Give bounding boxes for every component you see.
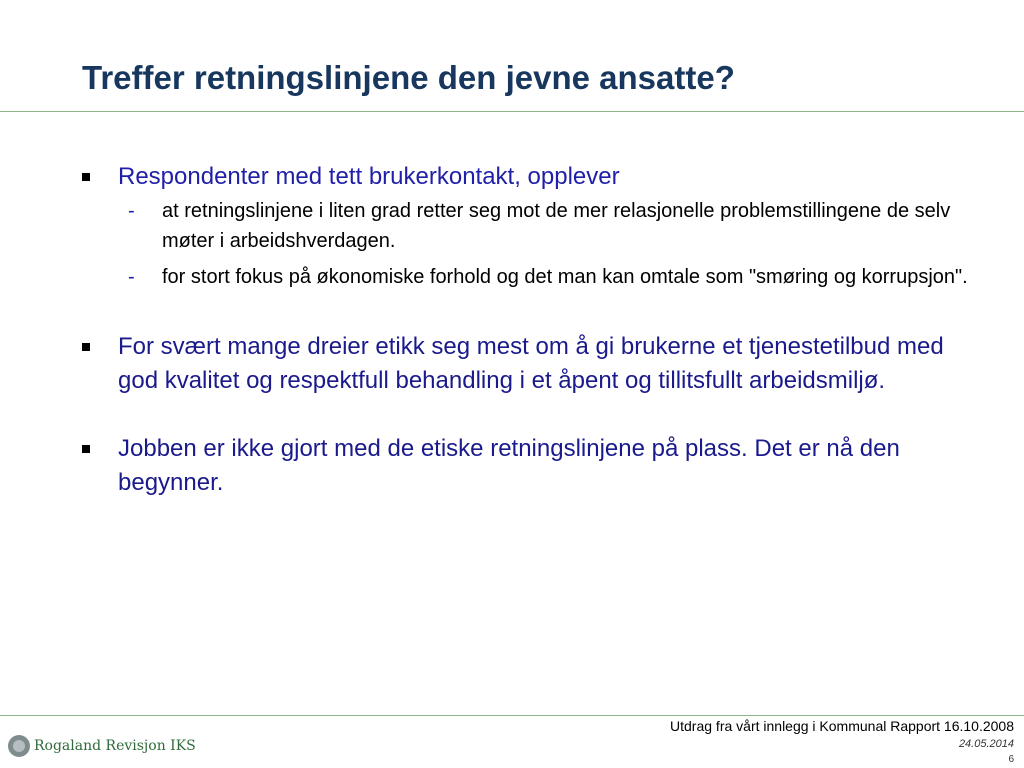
page-number: 6	[1008, 754, 1014, 765]
footer-source: Utdrag fra vårt innlegg i Kommunal Rapport 16.10.2008	[670, 718, 1014, 734]
slide-content	[80, 160, 980, 500]
sub-bullet-text: for stort fokus på økonomiske forhold og det man kan omtale som "smøring og korrupsjon".	[162, 266, 968, 288]
slide-title: Treffer retningslinjene den jevne ansatte?	[82, 59, 735, 96]
dash-marker: -	[128, 266, 135, 288]
sub-bullet-text: at retningslinjene i liten grad retter seg mot de mer relasjonelle problemstillingene de selv møter i arbeidshverdagen.	[162, 200, 951, 252]
bullet-item	[80, 432, 980, 500]
company-logo	[8, 733, 196, 759]
square-bullet-icon	[82, 343, 90, 351]
bullet-text: For svært mange dreier etikk seg mest om å gi brukerne et tjenestetilbud med god kvalitet og respektfull behandling i et åpent og tillitsfullt arbeidsmiljø.	[118, 333, 944, 394]
logo-text: Rogaland Revisjon IKS	[34, 738, 196, 754]
footer-divider	[0, 715, 1024, 716]
square-bullet-icon	[82, 173, 90, 181]
sub-bullet-item	[80, 196, 980, 256]
bullet-item	[80, 330, 980, 398]
sub-bullet-item	[80, 262, 980, 292]
logo-emblem-icon	[8, 735, 30, 757]
dash-marker: -	[128, 200, 135, 222]
footer-date: 24.05.2014	[958, 738, 1014, 750]
title-divider	[0, 111, 1024, 112]
bullet-text: Respondenter med tett brukerkontakt, opplever	[118, 163, 620, 190]
square-bullet-icon	[82, 445, 90, 453]
bullet-item	[80, 160, 980, 194]
bullet-text: Jobben er ikke gjort med de etiske retningslinjene på plass. Det er nå den begynner.	[118, 435, 900, 496]
